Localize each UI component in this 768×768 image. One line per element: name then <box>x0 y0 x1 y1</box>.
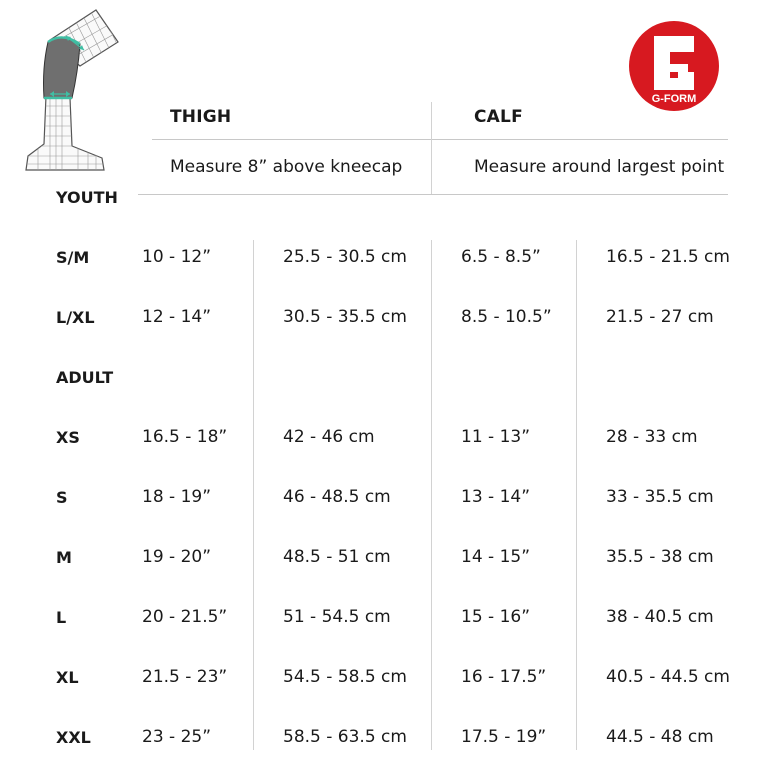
calf-inches: 11 - 13” <box>461 427 531 447</box>
thigh-inches: 21.5 - 23” <box>142 667 228 687</box>
thigh-measure-note: Measure 8” above kneecap <box>170 157 403 177</box>
thigh-inches: 20 - 21.5” <box>142 607 228 627</box>
thigh-cm: 58.5 - 63.5 cm <box>283 727 407 747</box>
calf-cm: 35.5 - 38 cm <box>606 547 714 567</box>
thigh-unit-divider <box>253 240 254 750</box>
calf-inches: 15 - 16” <box>461 607 531 627</box>
calf-unit-divider <box>576 240 577 750</box>
calf-inches: 8.5 - 10.5” <box>461 307 552 327</box>
calf-inches: 16 - 17.5” <box>461 667 547 687</box>
size-label: S <box>56 488 68 507</box>
section-title-youth: YOUTH <box>56 188 118 207</box>
calf-cm: 28 - 33 cm <box>606 427 698 447</box>
size-label: L <box>56 608 67 627</box>
calf-cm: 16.5 - 21.5 cm <box>606 247 730 267</box>
size-label: XS <box>56 428 80 447</box>
size-label: L/XL <box>56 308 95 327</box>
calf-cm: 21.5 - 27 cm <box>606 307 714 327</box>
thigh-inches: 12 - 14” <box>142 307 212 327</box>
calf-inches: 17.5 - 19” <box>461 727 547 747</box>
thigh-cm: 54.5 - 58.5 cm <box>283 667 407 687</box>
calf-inches: 14 - 15” <box>461 547 531 567</box>
g-form-logo <box>628 20 720 112</box>
leg-sleeve-illustration <box>18 6 130 174</box>
calf-cm: 40.5 - 44.5 cm <box>606 667 730 687</box>
size-label: S/M <box>56 248 90 267</box>
size-label: M <box>56 548 72 567</box>
thigh-inches: 18 - 19” <box>142 487 212 507</box>
thigh-cm: 51 - 54.5 cm <box>283 607 391 627</box>
header-divider <box>152 139 728 140</box>
calf-cm: 33 - 35.5 cm <box>606 487 714 507</box>
calf-cm: 38 - 40.5 cm <box>606 607 714 627</box>
size-label: XL <box>56 668 79 687</box>
logo-text: G-FORM <box>651 93 697 105</box>
thigh-cm: 30.5 - 35.5 cm <box>283 307 407 327</box>
thigh-cm: 25.5 - 30.5 cm <box>283 247 407 267</box>
thigh-cm: 48.5 - 51 cm <box>283 547 391 567</box>
size-label: XXL <box>56 728 91 747</box>
thigh-cm: 42 - 46 cm <box>283 427 375 447</box>
thigh-inches: 16.5 - 18” <box>142 427 228 447</box>
calf-inches: 13 - 14” <box>461 487 531 507</box>
note-divider <box>138 194 728 195</box>
thigh-header: THIGH <box>170 107 232 127</box>
thigh-inches: 10 - 12” <box>142 247 212 267</box>
header-column-divider <box>431 102 432 194</box>
calf-inches: 6.5 - 8.5” <box>461 247 541 267</box>
thigh-inches: 19 - 20” <box>142 547 212 567</box>
calf-header: CALF <box>474 107 523 127</box>
thigh-calf-divider <box>431 240 432 750</box>
thigh-cm: 46 - 48.5 cm <box>283 487 391 507</box>
calf-cm: 44.5 - 48 cm <box>606 727 714 747</box>
section-title-adult: ADULT <box>56 368 114 387</box>
calf-measure-note: Measure around largest point <box>474 157 725 177</box>
thigh-inches: 23 - 25” <box>142 727 212 747</box>
